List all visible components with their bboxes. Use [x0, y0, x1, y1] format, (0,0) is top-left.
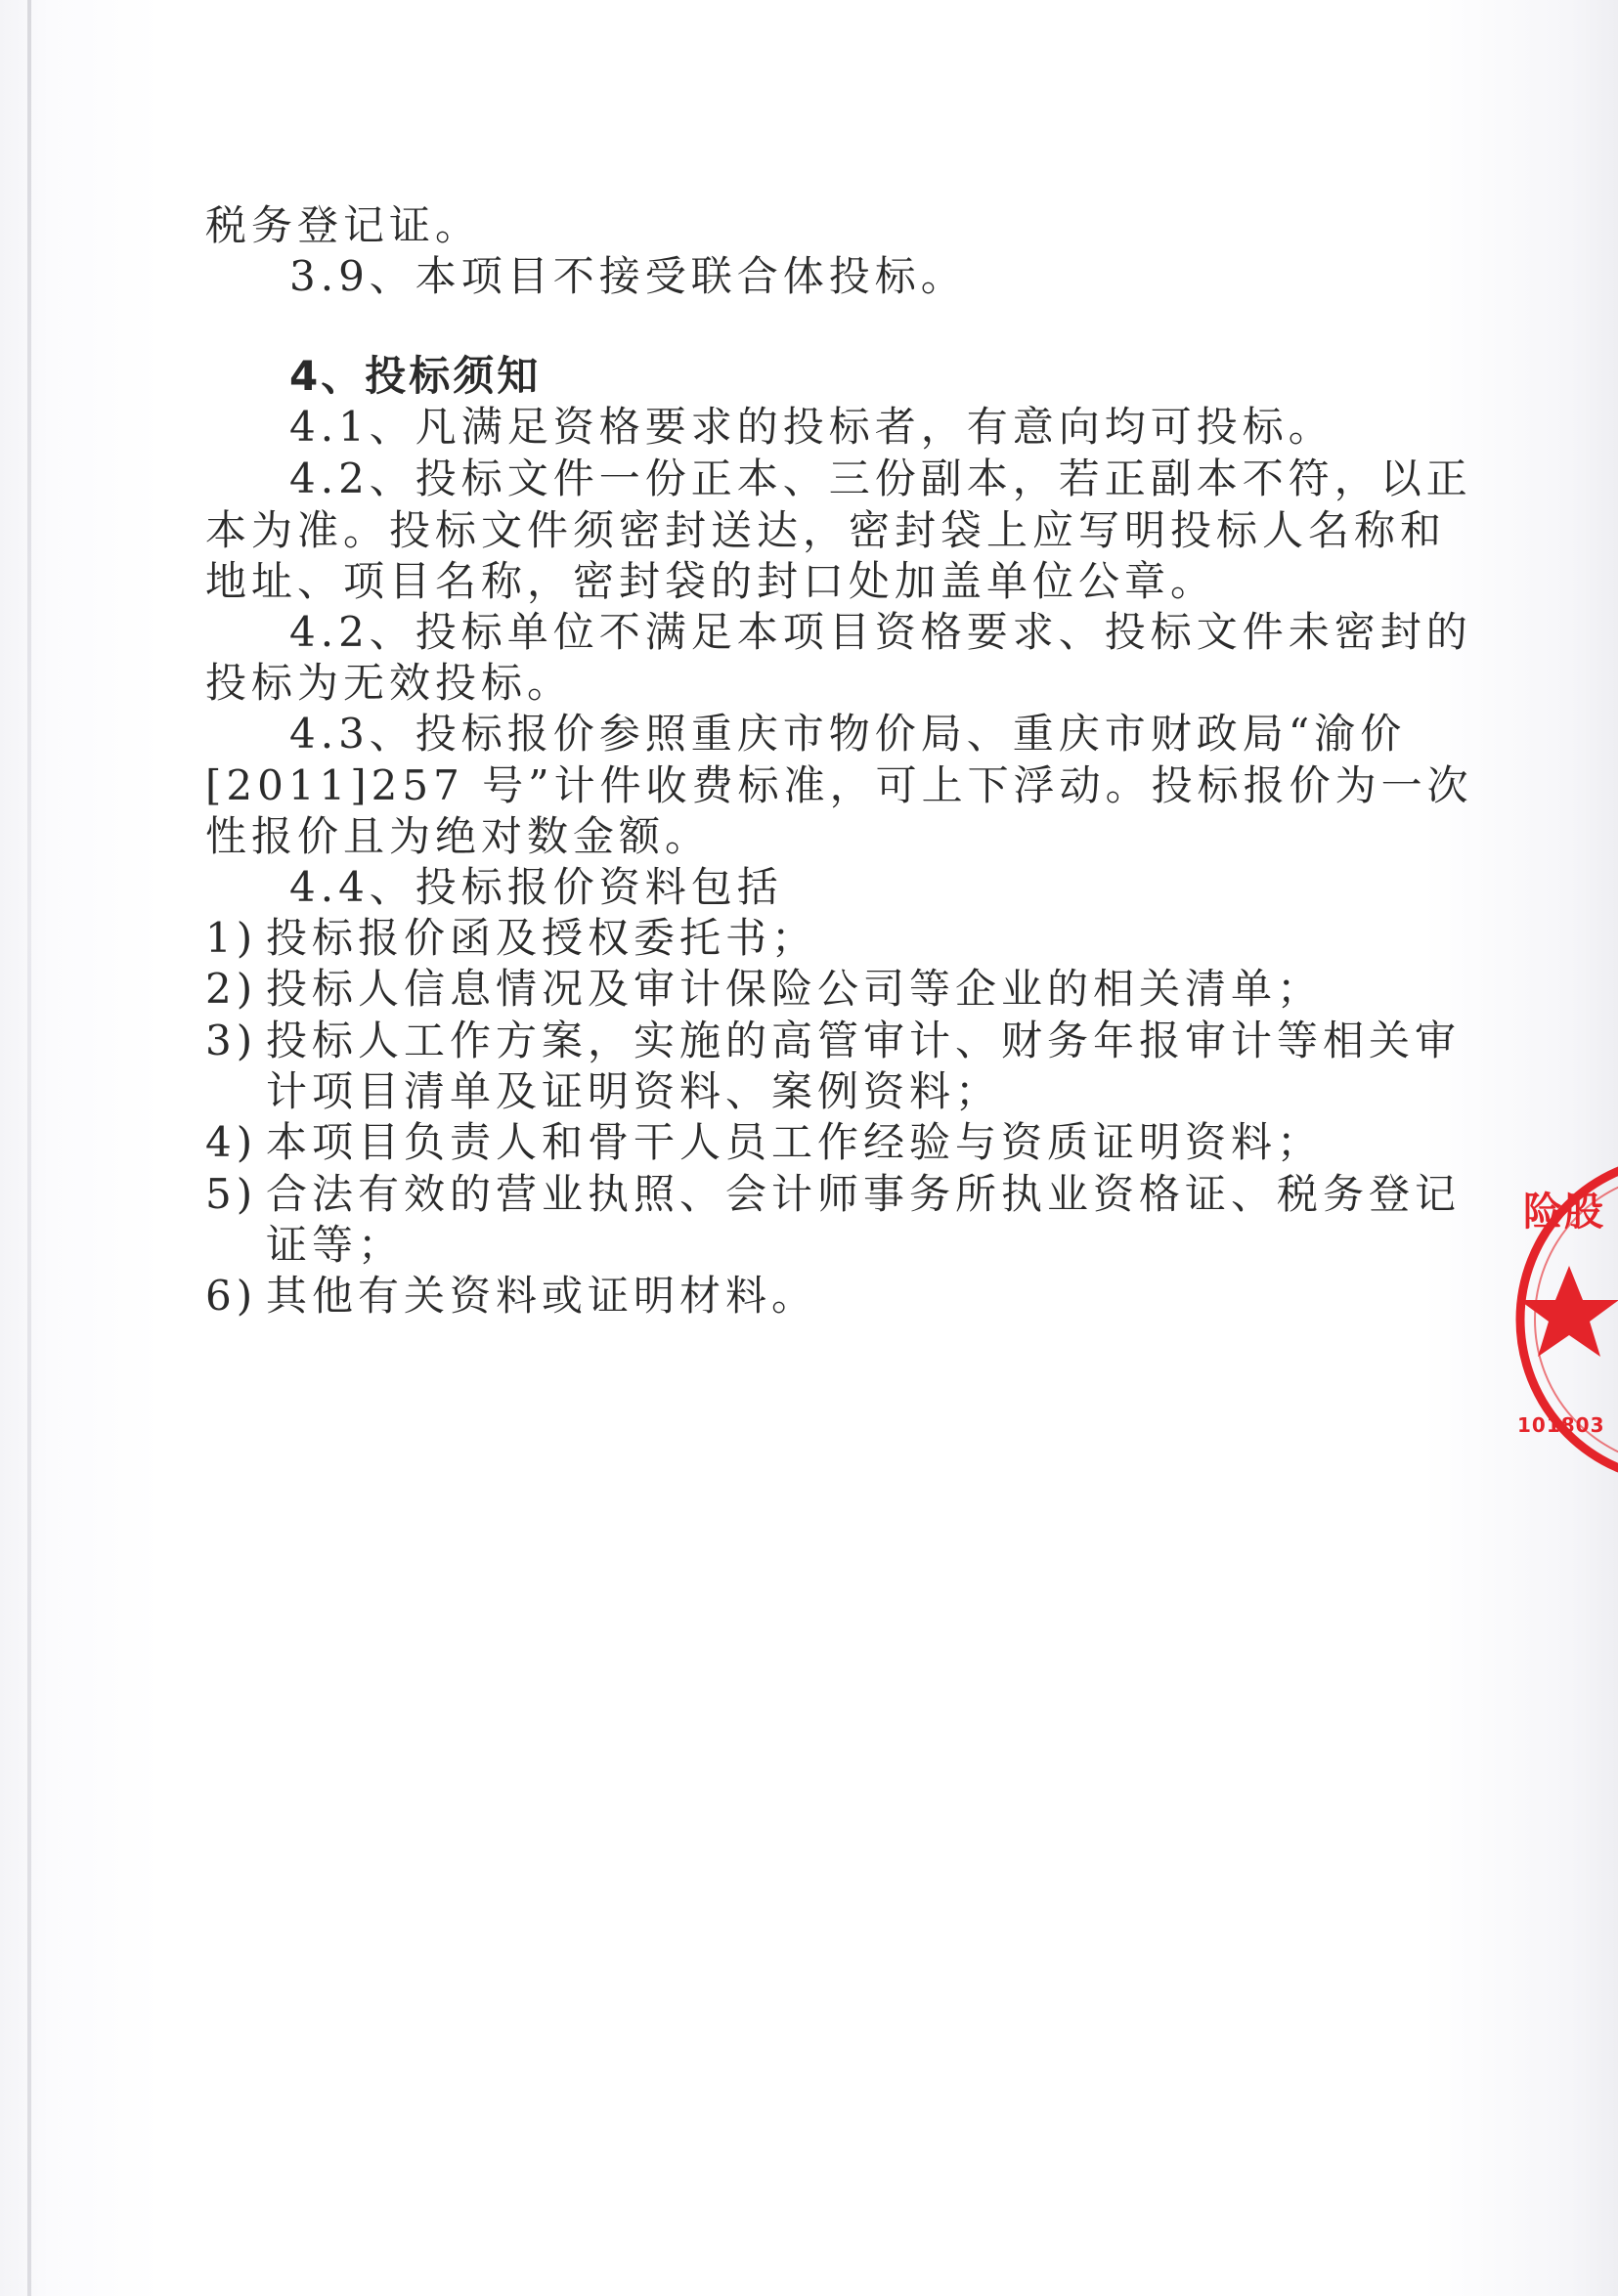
paragraph-line: 本为准。投标文件须密封送达，密封袋上应写明投标人名称和: [205, 506, 1447, 554]
list-text: 投标人工作方案，实施的高管审计、财务年报审计等相关审: [266, 1017, 1462, 1064]
list-number: 6): [205, 1272, 258, 1320]
paragraph-line: 投标为无效投标。: [205, 659, 574, 707]
list-item: [205, 957, 1418, 1016]
list-text-continued: 证等；: [266, 1221, 405, 1269]
paragraph-line: 4.2、投标单位不满足本项目资格要求、投标文件未密封的: [289, 608, 1472, 656]
list-number: 1): [205, 914, 258, 962]
list-item: [205, 1009, 1462, 1067]
list-number: 5): [205, 1170, 258, 1218]
seal-number: 101803: [1517, 1413, 1605, 1437]
list-item: [205, 1162, 1462, 1221]
seal-text: 险股: [1523, 1190, 1605, 1235]
paragraph-line: [2011]257 号”计件收费标准，可上下浮动。投标报价为一次: [205, 761, 1473, 809]
section-heading: 4、投标须知: [289, 352, 542, 400]
company-seal: [1506, 1153, 1618, 1486]
list-number: 3): [205, 1017, 258, 1064]
paragraph-line: 地址、项目名称，密封袋的封口处加盖单位公章。: [205, 557, 1217, 605]
paragraph-line: 性报价且为绝对数金额。: [205, 812, 712, 860]
list-number: 4): [205, 1118, 258, 1166]
star-icon: [1519, 1266, 1618, 1357]
list-text: 本项目负责人和骨干人员工作经验与资质证明资料；: [266, 1118, 1324, 1166]
list-item: [205, 1264, 1418, 1322]
list-number: 2): [205, 965, 258, 1013]
list-text: 合法有效的营业执照、会计师事务所执业资格证、税务登记: [266, 1170, 1462, 1218]
list-item: [205, 1110, 1418, 1169]
paragraph-line: 4.4、投标报价资料包括: [289, 863, 783, 911]
list-text: 其他有关资料或证明材料。: [266, 1272, 818, 1320]
list-text-continued: 计项目清单及证明资料、案例资料；: [266, 1067, 1002, 1115]
paragraph-line: 4.3、投标报价参照重庆市物价局、重庆市财政局“渝价: [289, 710, 1407, 758]
list-text: 投标报价函及授权委托书；: [266, 914, 818, 962]
scan-edge: [27, 0, 31, 2296]
paragraph-line: 税务登记证。: [205, 201, 482, 249]
list-item: [205, 906, 1418, 965]
paragraph-line: 4.2、投标文件一份正本、三份副本，若正副本不符，以正: [289, 455, 1472, 502]
paragraph-line: 3.9、本项目不接受联合体投标。: [289, 252, 967, 300]
list-text: 投标人信息情况及审计保险公司等企业的相关清单；: [266, 965, 1324, 1013]
paragraph-line: 4.1、凡满足资格要求的投标者，有意向均可投标。: [289, 403, 1334, 451]
